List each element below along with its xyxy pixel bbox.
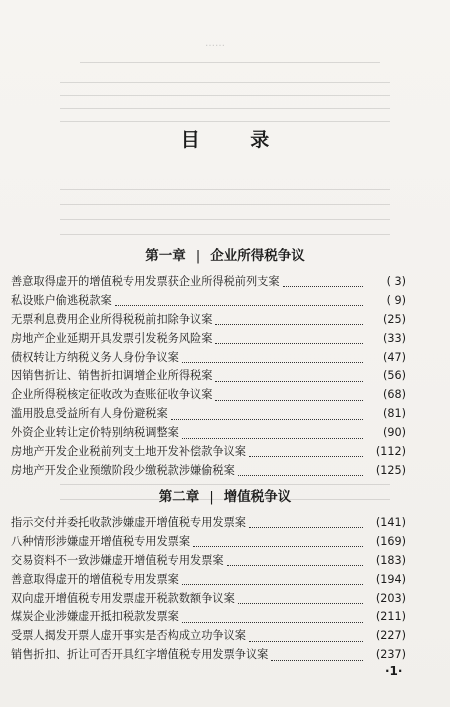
toc-entry-label: 指示交付并委托收款涉嫌虚开增值税专用发票案: [11, 516, 246, 529]
toc-entry-label: 房地产开发企业预缴阶段少缴税款涉嫌偷税案: [11, 463, 235, 477]
toc-entry-label: 债权转让方纳税义务人身份争议案: [11, 350, 179, 364]
toc-entry[interactable]: [11, 627, 406, 646]
toc-entry-page: (90): [383, 426, 406, 440]
toc-entry-label: 交易资料不一致涉嫌虚开增值税专用发票案: [11, 553, 224, 567]
toc-entry[interactable]: [11, 386, 406, 405]
toc-entry[interactable]: [11, 367, 406, 386]
toc-entry[interactable]: [11, 424, 406, 443]
toc-entry-page: (194): [375, 572, 406, 586]
toc-entry[interactable]: [11, 608, 406, 627]
toc-entry-page: (56): [383, 369, 406, 383]
dot-leader: [182, 621, 363, 623]
dot-leader: [215, 323, 363, 325]
toc-entry-page: (183): [375, 553, 406, 567]
toc-entry[interactable]: [11, 311, 406, 330]
toc-entry-label: 善意取得虚开的增值税专用发票案: [11, 572, 179, 586]
dot-leader: [249, 455, 363, 457]
toc-entry-page: (125): [375, 463, 406, 477]
toc-entry-label: 滥用股息受益所有人身份避税案: [11, 407, 168, 421]
toc-entry-label: 煤炭企业涉嫌虚开抵扣税款发票案: [11, 610, 179, 624]
dot-leader: [182, 583, 363, 585]
dot-leader: [171, 418, 363, 420]
toc-entry-page: (237): [375, 648, 406, 662]
toc-entry-label: 企业所得税核定征收改为查账征收争议案: [11, 388, 213, 402]
toc-entry[interactable]: [11, 273, 406, 292]
toc-entry[interactable]: [11, 571, 406, 590]
dot-leader: [238, 602, 363, 604]
chapter-name: 企业所得税争议: [210, 248, 305, 264]
toc-entry-page: (169): [375, 534, 406, 548]
toc-entry-page: (68): [383, 388, 406, 402]
toc-entry[interactable]: [11, 646, 406, 665]
toc-entry-label: 受票人揭发开票人虚开事实是否构成立功争议案: [11, 629, 246, 643]
toc-entry[interactable]: [11, 330, 406, 349]
toc-entry-label: 善意取得虚开的增值税专用发票获企业所得税前列支案: [11, 275, 280, 288]
dot-leader: [193, 545, 363, 547]
toc-entry-page: (33): [383, 331, 406, 345]
bleed-through-block: [60, 70, 390, 130]
chapter-number: 第一章: [145, 248, 186, 264]
toc-entry-page: (227): [375, 629, 406, 643]
toc-entry-label: 无票利息费用企业所得税税前扣除争议案: [11, 312, 213, 326]
dot-leader: [271, 659, 363, 661]
toc-entry[interactable]: [11, 292, 406, 311]
toc-entry[interactable]: [11, 514, 406, 533]
toc-entry-page: (47): [383, 350, 406, 364]
toc-entry[interactable]: [11, 349, 406, 368]
toc-entry[interactable]: [11, 405, 406, 424]
toc-entry-label: 房地产开发企业税前列支土地开发补偿款争议案: [11, 445, 246, 459]
page-title: 目 录: [180, 129, 292, 151]
chapter-heading: [0, 485, 450, 505]
toc-entry[interactable]: [11, 552, 406, 571]
bleed-through-header: ……: [205, 38, 225, 49]
dot-leader: [283, 285, 363, 287]
toc-entry-label: 销售折扣、折让可否开具红字增值税专用发票争议案: [11, 648, 269, 662]
toc-entry-page: (203): [375, 591, 406, 605]
toc-entry[interactable]: [11, 533, 406, 552]
page-number: ·1·: [385, 664, 403, 678]
toc-entry-page: ( 9): [386, 293, 406, 307]
dot-leader: [182, 437, 363, 439]
chapter-name: 增值税争议: [223, 489, 292, 505]
dot-leader: [249, 526, 363, 528]
toc-entry-label: 外资企业转让定价特别纳税调整案: [11, 426, 179, 440]
chapter-heading: [0, 244, 450, 264]
toc-entry-label: 私设账户偷逃税款案: [11, 293, 112, 307]
chapter-number: 第二章: [158, 489, 200, 505]
dot-leader: [249, 640, 363, 642]
chapter-separator: |: [195, 248, 201, 264]
dot-leader: [227, 564, 363, 566]
dot-leader: [215, 380, 363, 382]
toc-list: [11, 273, 406, 481]
toc-entry-label: 双向虚开增值税专用发票虚开税款数额争议案: [11, 591, 235, 605]
dot-leader: [115, 304, 363, 306]
dot-leader: [182, 361, 363, 363]
toc-entry[interactable]: [11, 443, 406, 462]
toc-entry-page: (211): [375, 610, 406, 624]
toc-entry-page: (81): [383, 407, 406, 421]
toc-entry[interactable]: [11, 462, 406, 481]
toc-entry-page: (25): [383, 312, 406, 326]
toc-entry-page: (141): [375, 516, 406, 529]
toc-entry[interactable]: [11, 590, 406, 609]
bleed-through-block: [60, 175, 390, 245]
dot-leader: [215, 342, 363, 344]
toc-entry-label: 因销售折让、销售折扣调增企业所得税案: [11, 369, 213, 383]
chapter-separator: |: [209, 489, 214, 505]
toc-entry-page: (112): [375, 445, 406, 459]
toc-entry-label: 八种情形涉嫌虚开增值税专用发票案: [11, 534, 191, 548]
toc-entry-label: 房地产企业延期开具发票引发税务风险案: [11, 331, 213, 345]
toc-list: [11, 514, 406, 665]
toc-entry-page: ( 3): [386, 275, 406, 288]
dot-leader: [215, 399, 363, 401]
dot-leader: [238, 474, 363, 476]
